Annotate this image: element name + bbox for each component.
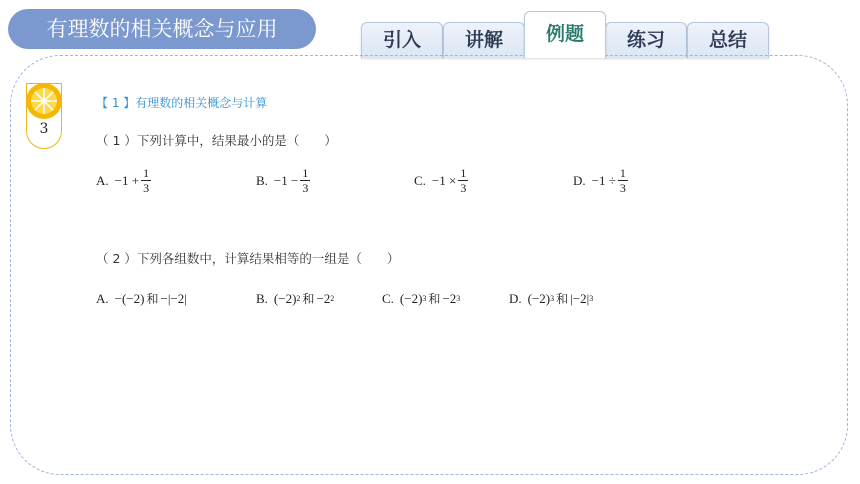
option-letter: B. [256, 290, 268, 306]
option-right-expression: −2 [316, 290, 331, 306]
fraction: $\frac{1}{3}$ [619, 166, 626, 195]
badge-number: 3 [39, 121, 49, 137]
option-right-expression: −|−2| [160, 290, 187, 306]
tab-summary[interactable]: 总结 [687, 22, 769, 58]
exponent: 3 [550, 294, 555, 303]
option-expression: −1 ÷ [591, 172, 616, 188]
q1-option-a[interactable] [96, 166, 151, 195]
option-left-expression: (−2) [399, 290, 423, 306]
option-letter: C. [382, 290, 394, 306]
and-word: 和 [556, 292, 569, 306]
q2-option-a[interactable] [96, 290, 187, 307]
question-1-stem: （ 1 ）下列计算中，结果最小的是（ ） [96, 133, 337, 148]
q1-option-b[interactable] [256, 166, 310, 195]
tab-explain[interactable]: 讲解 [443, 22, 525, 58]
and-word: 和 [428, 292, 441, 306]
q1-option-d[interactable] [573, 166, 628, 195]
fraction: $\frac{1}{3}$ [143, 166, 150, 195]
q1-option-c[interactable] [414, 166, 468, 195]
option-letter: D. [573, 172, 586, 188]
orange-slice-icon [26, 83, 62, 119]
option-letter: C. [414, 172, 426, 188]
exponent: 2 [296, 294, 301, 303]
fraction: $\frac{1}{3}$ [460, 166, 467, 195]
option-letter: D. [509, 290, 522, 306]
q2-option-b[interactable] [256, 290, 334, 307]
option-left-expression: −(−2) [114, 290, 145, 306]
and-word: 和 [302, 292, 315, 306]
q2-option-c[interactable] [382, 290, 460, 307]
option-letter: B. [256, 172, 268, 188]
question-2-stem: （ 2 ）下列各组数中，计算结果相等的一组是（ ） [96, 251, 400, 266]
exponent: 3 [456, 294, 461, 303]
page-title: 有理数的相关概念与应用 [8, 9, 316, 49]
option-right-expression: −2 [442, 290, 457, 306]
option-letter: A. [96, 172, 109, 188]
option-left-expression: (−2) [527, 290, 551, 306]
exponent: 3 [422, 294, 427, 303]
option-left-expression: (−2) [273, 290, 297, 306]
option-right-expression: |−2| [570, 290, 590, 306]
option-letter: A. [96, 290, 109, 306]
option-expression: −1 × [431, 172, 457, 188]
exponent: 2 [330, 294, 335, 303]
tab-examples[interactable]: 例题 [524, 11, 606, 58]
option-expression: −1 − [273, 172, 299, 188]
and-word: 和 [146, 292, 159, 306]
tab-intro[interactable]: 引入 [361, 22, 443, 58]
exponent: 3 [589, 294, 594, 303]
tab-practice[interactable]: 练习 [605, 22, 687, 58]
option-expression: −1 + [114, 172, 140, 188]
section-title: 【 1 】有理数的相关概念与计算 [96, 96, 268, 110]
q2-option-d[interactable] [509, 290, 593, 307]
fraction: $\frac{1}{3}$ [302, 166, 309, 195]
